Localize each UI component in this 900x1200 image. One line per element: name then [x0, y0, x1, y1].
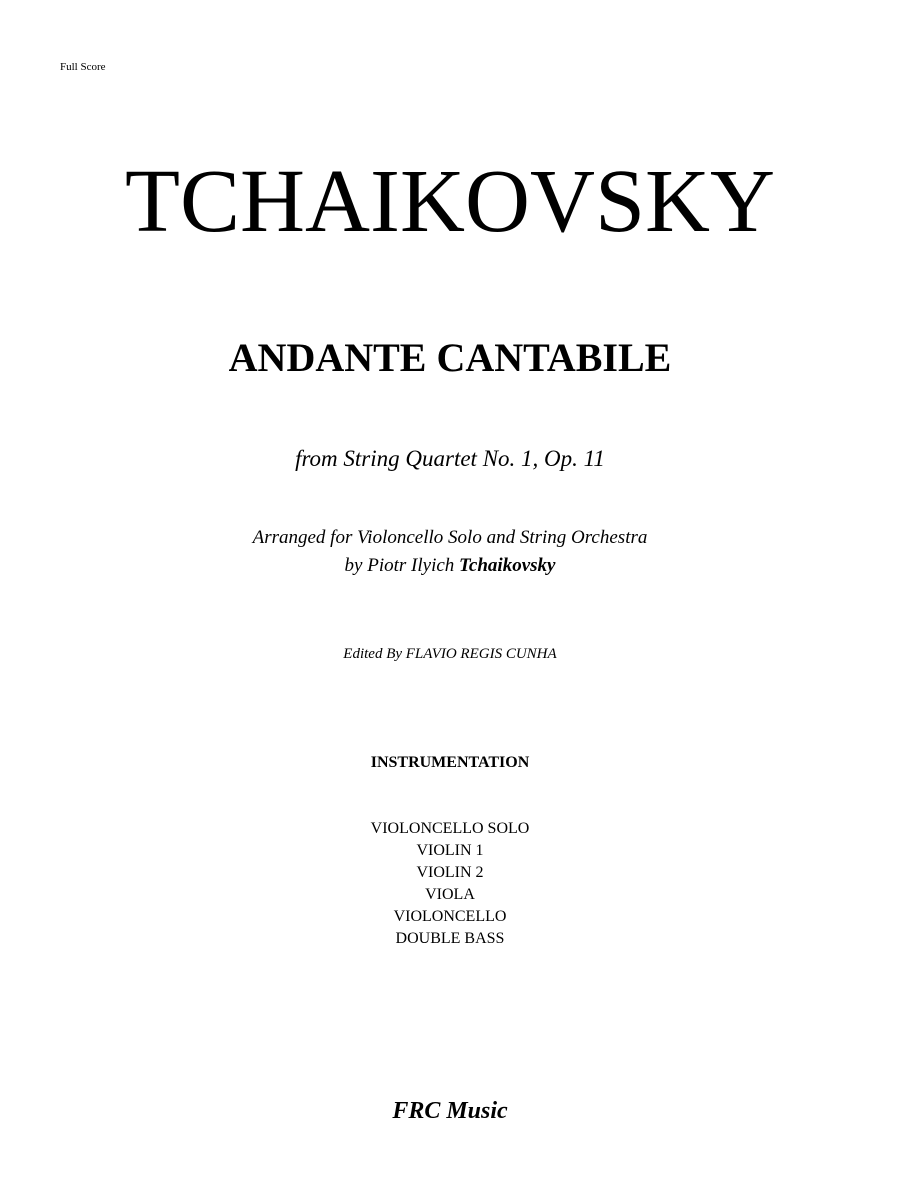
score-type-label: Full Score: [60, 61, 106, 73]
piece-source: from String Quartet No. 1, Op. 11: [295, 446, 605, 471]
composer-name: TCHAIKOVSKY: [125, 152, 775, 251]
piece-title: ANDANTE CANTABILE: [228, 335, 672, 380]
editor-credit: Edited By FLAVIO REGIS CUNHA: [343, 646, 557, 662]
arrangement-note: [0, 524, 900, 580]
instrument-item: VIOLA: [425, 886, 475, 903]
instrument-item: DOUBLE BASS: [395, 930, 505, 947]
arranger-name: Tchaikovsky: [459, 555, 556, 576]
arrangement-by-text: by Piotr Ilyich: [344, 555, 460, 576]
instrument-item: VIOLIN 2: [416, 864, 484, 881]
instrumentation-heading: INSTRUMENTATION: [370, 754, 530, 771]
instrument-item: VIOLONCELLO: [393, 908, 507, 925]
arrangement-line-2: [0, 552, 900, 580]
instrument-list: [0, 818, 900, 950]
publisher-name: FRC Music: [392, 1098, 508, 1124]
instrument-item: VIOLONCELLO SOLO: [370, 820, 530, 837]
instrument-item: VIOLIN 1: [416, 842, 484, 859]
arrangement-line-1: Arranged for Violoncello Solo and String Orchestra: [252, 527, 648, 548]
